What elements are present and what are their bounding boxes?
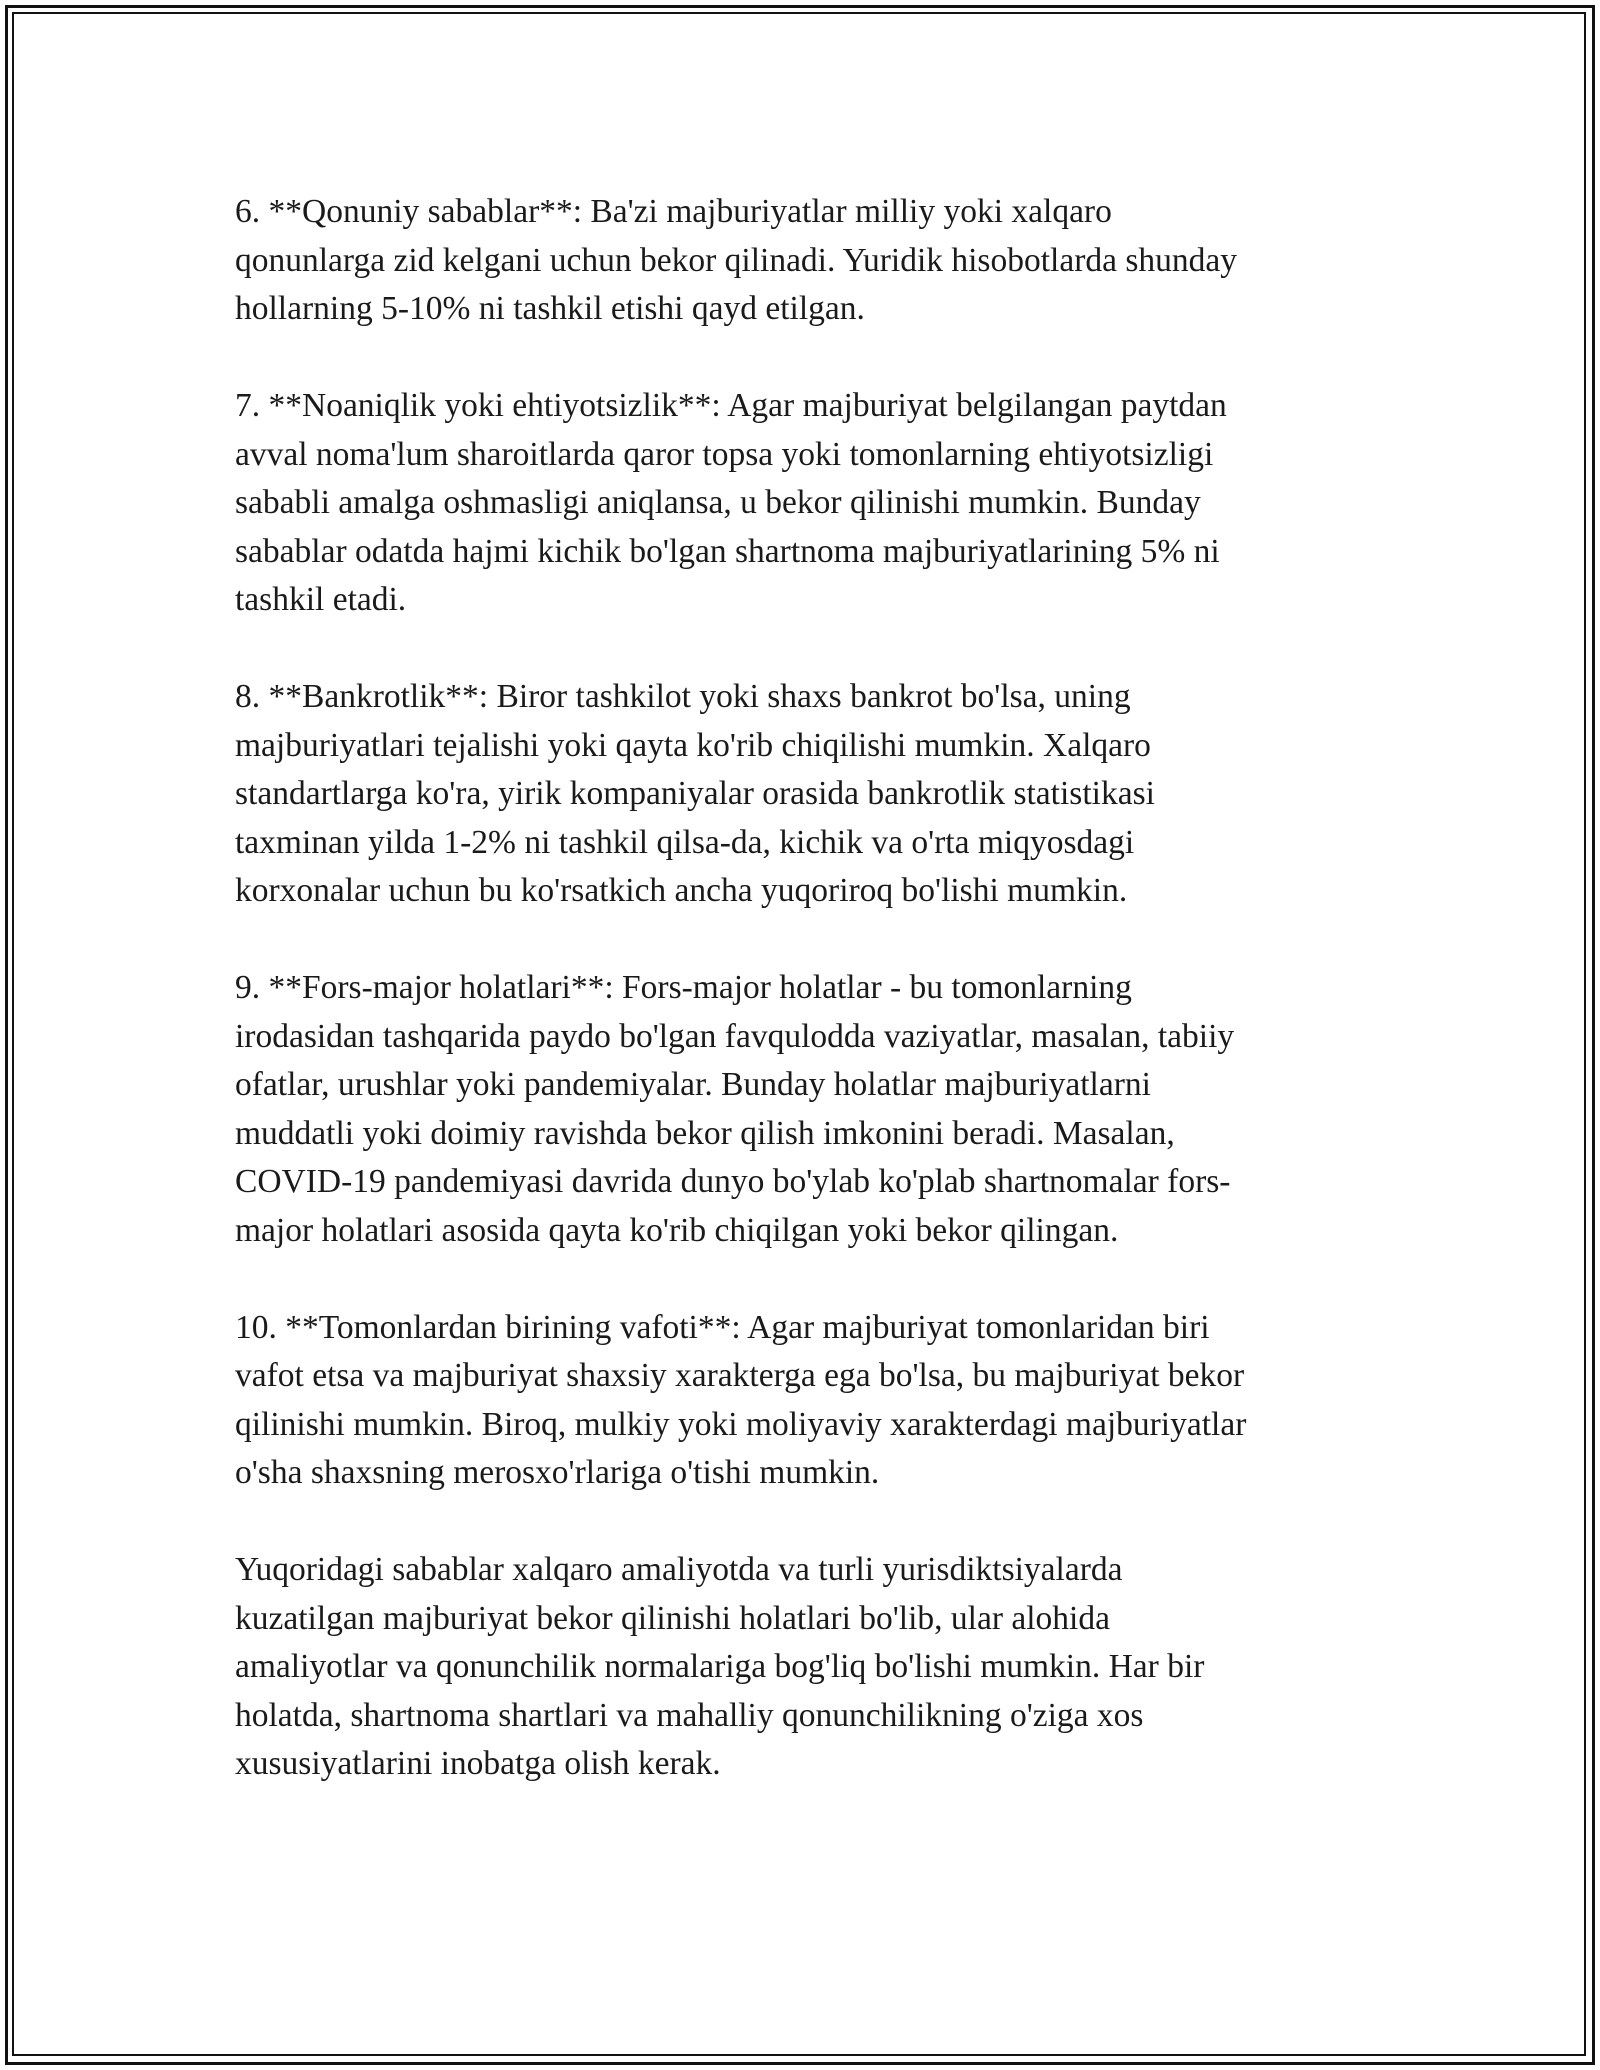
paragraph-conclusion: Yuqoridagi sabablar xalqaro amaliyotda va turli yurisdiktsiyalarda kuzatilgan majburiyat bekor qilinishi holatlari bo'lib, ular alohida amaliyotlar va qonunchilik normalariga bog'liq bo'lishi mumkin. Har bir holatda, shartnoma shartlari va mahalliy qonunchilikning o'ziga xos xususiyatlarini inobatga olish kerak. [235, 1551, 1205, 1782]
paragraph-bankruptcy: 8. **Bankrotlik**: Biror tashkilot yoki shaxs bankrot bo'lsa, uning majburiyatlari tejalishi yoki qayta ko'rib chiqilishi mumkin. Xalqaro standartlarga ko'ra, yirik kompaniyalar orasida bankrotlik statistikasi taxminan yilda 1-2% ni tashkil qilsa-da, kichik va o'rta miqyosdagi korxonalar uchun bu ko'rsatkich ancha yuqoriroq bo'lishi mumkin. [235, 678, 1155, 909]
paragraph-uncertainty-negligence: 7. **Noaniqlik yoki ehtiyotsizlik**: Agar majburiyat belgilangan paytdan avval noma'lum sharoitlarda qaror topsa yoki tomonlarning ehtiyotsizligi sababli amalga oshmasligi aniqlansa, u bekor qilinishi mumkin. Bunday sabablar odatda hajmi kichik bo'lgan shartnoma majburiyatlarining 5% ni tashkil etadi. [235, 387, 1227, 618]
paragraph-death-of-party: 10. **Tomonlardan birining vafoti**: Agar majburiyat tomonlaridan biri vafot etsa va majburiyat shaxsiy xarakterga ega bo'lsa, bu majburiyat bekor qilinishi mumkin. Biroq, mulkiy yoki moliyaviy xarakterdagi majburiyatlar o'sha shaxsning merosxo'rlariga o'tishi mumkin. [235, 1308, 1247, 1491]
paragraph-force-majeure: 9. **Fors-major holatlari**: Fors-major holatlar - bu tomonlarning irodasidan tashqarida paydo bo'lgan favqulodda vaziyatlar, masalan, tabiiy ofatlar, urushlar yoki pandemiyalar. Bunday holatlar majburiyatlarni muddatli yoki doimiy ravishda bekor qilish imkonini beradi. Masalan, COVID-19 pandemiyasi davrida dunyo bo'ylab ko'plab shartnomalar fors- major holatlari asosida qayta ko'rib chiqilgan yoki bekor qilingan. [235, 969, 1235, 1249]
document-body [235, 188, 1365, 1837]
paragraph-legal-reasons: 6. **Qonuniy sabablar**: Ba'zi majburiyatlar milliy yoki xalqaro qonunlarga zid kelgani uchun bekor qilinadi. Yuridik hisobotlarda shunday hollarning 5-10% ni tashkil etishi qayd etilgan. [235, 193, 1238, 327]
